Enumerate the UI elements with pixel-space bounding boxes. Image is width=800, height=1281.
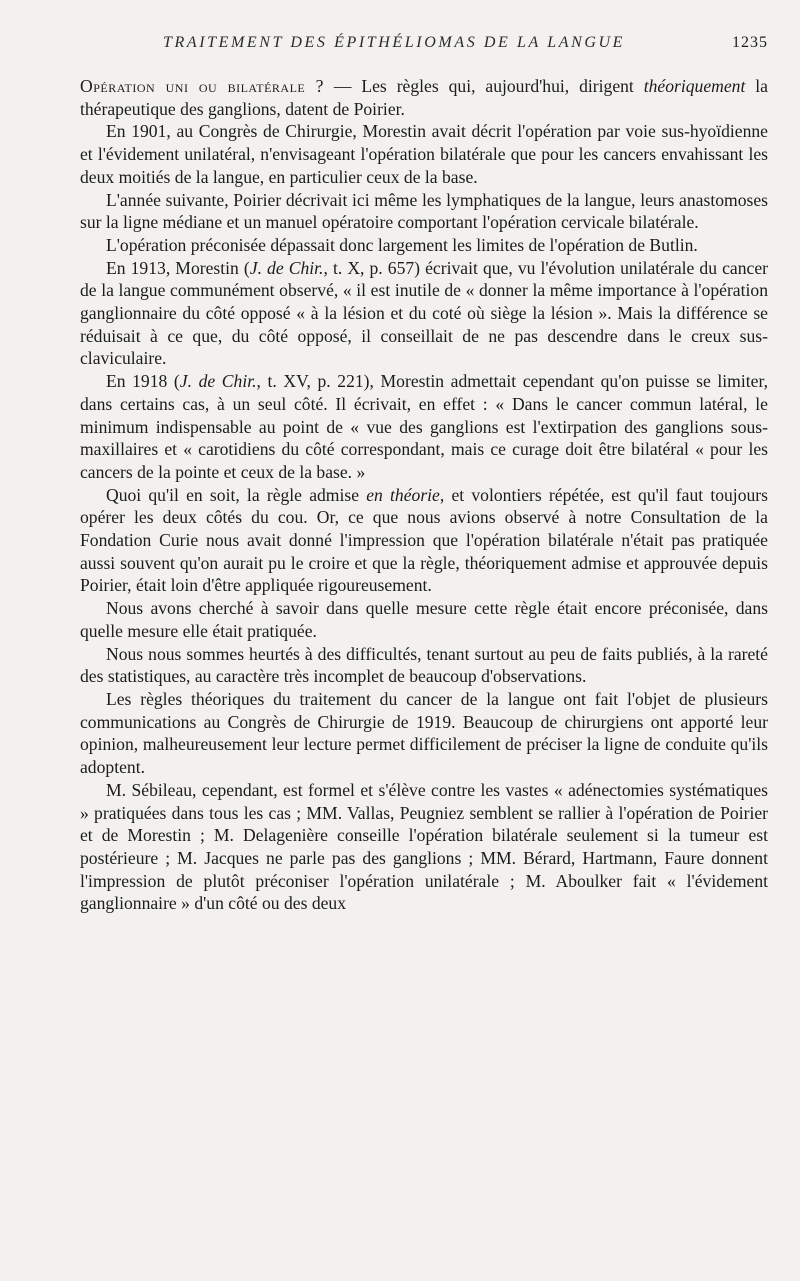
paragraph-9: Nous nous sommes heurtés à des difficultés, tenant surtout au peu de faits publiés, à la rareté des statistiques, au caractère très incomplet de beaucoup d'observations. (80, 643, 768, 687)
paragraph-6-text-b: , t. XV, p. 221), Morestin admettait cependant qu'on puisse se limiter, dans certains cas, à un seul côté. Il écrivait, en effet : « Dans le cancer commun latéral, le minimum indispensable au point de « vue des ganglions est l'extirpation des ganglions sous-maxillaires et « carotidiens du côté correspondant, mais ce curage doit être bilatéral « pour les cancers de la pointe et ceux de la base. » (80, 371, 768, 482)
section-heading: Opération uni ou bilatérale ? (80, 76, 324, 96)
paragraph-1-text-a: — Les règles qui, aujourd'hui, dirigent (323, 76, 644, 96)
paragraph-7 (80, 484, 768, 598)
paragraph-4: L'opération préconisée dépassait donc largement les limites de l'opération de Butlin. (106, 234, 698, 255)
paragraph-1 (80, 75, 768, 120)
page-header (80, 34, 768, 62)
running-title: TRAITEMENT DES ÉPITHÉLIOMAS DE LA LANGUE (162, 34, 626, 51)
paragraph-1-text-b: la thérapeutique des ganglions, datent de Poirier. (80, 76, 768, 119)
paragraph-7-text-a: Quoi qu'il en soit, la règle admise (106, 484, 367, 505)
page-number: 1235 (732, 34, 768, 51)
paragraph-6 (80, 370, 768, 484)
paragraph-11: M. Sébileau, cependant, est formel et s'élève contre les vastes « adénectomies systématiques » pratiquées dans tous les cas ; MM. Vallas, Peugniez semblent se rallier à l'opération de Poirier et de Morestin ; M. Delagenière conseille l'opération bilatérale seulement si la tumeur est postérieure ; M. Jacques ne parle pas des ganglions ; MM. Bérard, Hartmann, Faure donnent l'impression de plutôt préconiser l'opération unilatérale ; M. Aboulker fait « l'évidement ganglionnaire » d'un côté ou des deux (80, 779, 768, 914)
paragraph-1-italic: théoriquement (643, 76, 746, 96)
paragraph-5 (80, 257, 768, 371)
body-text (80, 75, 768, 915)
paragraph-3: L'année suivante, Poirier décrivait ici même les lymphatiques de la langue, leurs anastomoses sur la ligne médiane et un manuel opératoire comportant l'opération cervicale bilatérale. (80, 189, 768, 233)
paragraph-5-text-a: En 1913, Morestin ( (106, 257, 250, 278)
paragraph-7-text-b: , et volontiers répétée, est qu'il faut toujours opérer les deux côtés du cou. Or, ce que nous avions observé à notre Consultation de la Fondation Curie nous avait donné l'impression que l'opération bilatérale n'était pas pratiquée aussi souvent qu'on aurait pu le croire et que la règle, théoriquement admise et approuvée depuis Poirier, était loin d'être appliquée rigoureusement. (80, 484, 768, 596)
paragraph-5-text-b: , t. X, p. 657) écrivait que, vu l'évolution unilatérale du cancer de la langue communément observé, « il est inutile de « donner la même importance à l'opération ganglionnaire du côté opposé « à la lésion et du coté où siège la lésion ». Mais la différence se réduisait à ce que, du côté opposé, il conseillait de ne pas descendre dans le creux sus-claviculaire. (80, 257, 768, 369)
paragraph-7-italic: en théorie (366, 484, 440, 505)
paragraph-2: En 1901, au Congrès de Chirurgie, Morestin avait décrit l'opération par voie sus-hyoïdienne et l'évidement unilatéral, n'envisageant l'opération bilatérale que pour les cancers envahissant les deux moitiés de la langue, en particulier ceux de la base. (80, 121, 768, 187)
paragraph-10: Les règles théoriques du traitement du cancer de la langue ont fait l'objet de plusieurs communications au Congrès de Chirurgie de 1919. Beaucoup de chirurgiens ont apporté leur opinion, malheureusement leur lecture permet difficilement de préciser la ligne de conduite qu'ils adoptent. (80, 688, 768, 778)
paragraph-8: Nous avons cherché à savoir dans quelle mesure cette règle était encore préconisée, dans quelle mesure elle était pratiquée. (80, 598, 768, 641)
paragraph-6-journal: J. de Chir. (179, 371, 257, 392)
paragraph-6-text-a: En 1918 ( (106, 371, 180, 392)
paragraph-5-journal: J. de Chir. (249, 257, 324, 278)
